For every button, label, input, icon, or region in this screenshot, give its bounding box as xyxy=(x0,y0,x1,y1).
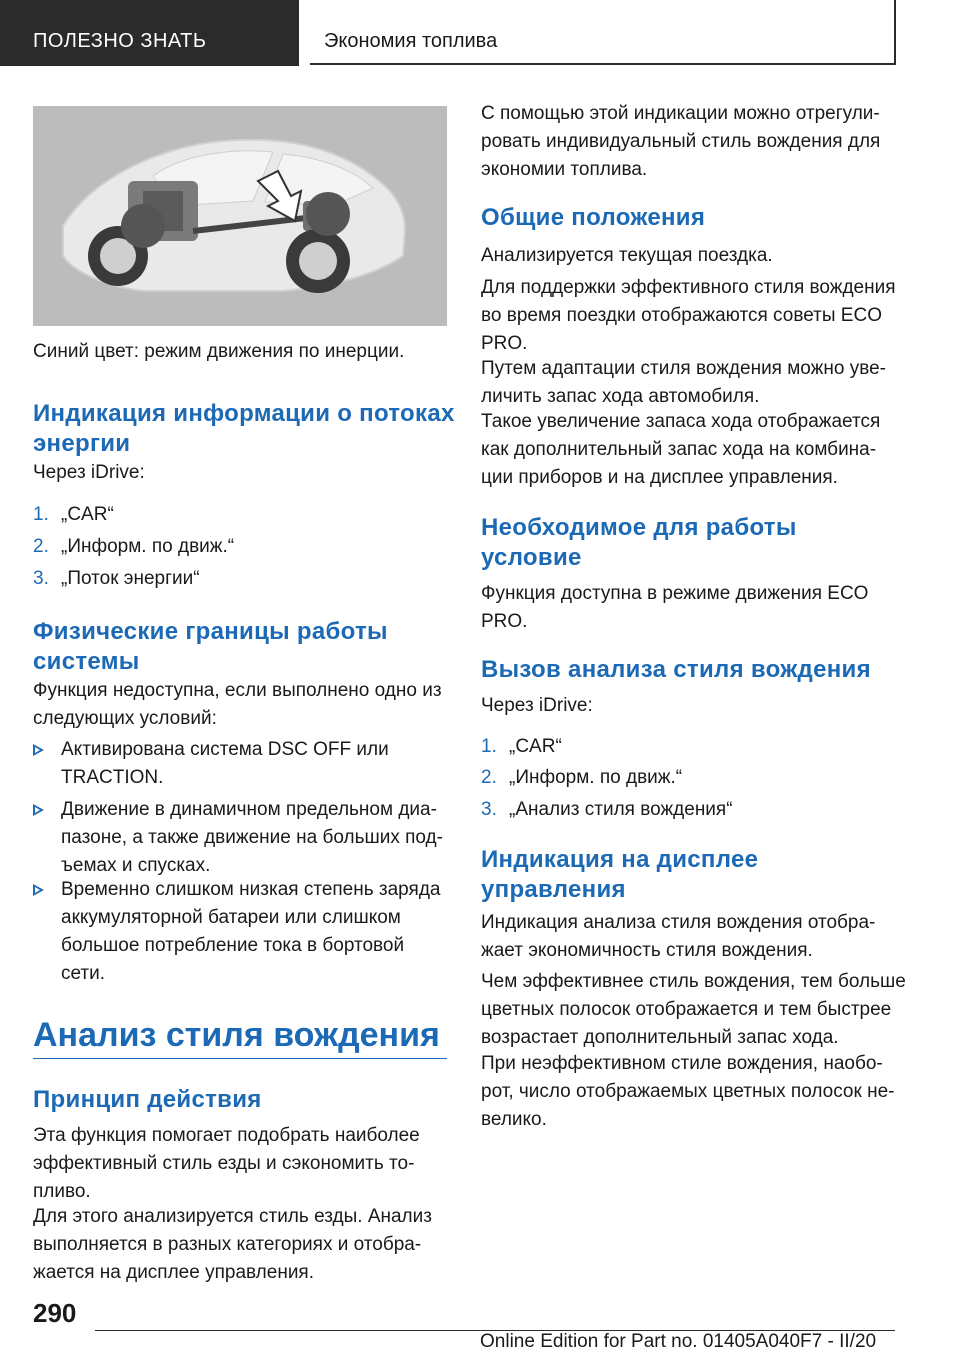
header-chapter-tab xyxy=(310,0,896,65)
bullet-line: большое потребление тока в бортовой xyxy=(61,935,405,956)
paragraph-line: Такое увеличение запаса хода отображается xyxy=(481,411,881,432)
limits-heading-line2: системы xyxy=(33,648,140,675)
page-number: 290 xyxy=(33,1298,77,1328)
energy-step-number: 2. xyxy=(33,536,49,557)
energy-step-text: „Информ. по движ.“ xyxy=(61,536,235,557)
energy-flow-heading xyxy=(33,399,455,459)
bullet-line: Движение в динамичном предельном диа- xyxy=(61,799,437,820)
energy-flow-intro: Через iDrive: xyxy=(33,462,145,483)
energy-flow-heading-line1: Индикация информации о потоках xyxy=(33,400,455,427)
paragraph-line: ровать индивидуальный стиль вождения для xyxy=(481,131,881,152)
bullet-line: ъемах и спусках. xyxy=(61,855,211,876)
paragraph-line: С помощью этой индикации можно отрегули- xyxy=(481,103,880,124)
right-top-paragraph xyxy=(481,100,880,184)
limits-heading xyxy=(33,617,388,677)
principle-paragraph-1 xyxy=(33,1122,420,1206)
call-step-number: 2. xyxy=(481,767,497,788)
display-p1 xyxy=(481,909,875,965)
energy-step-number: 1. xyxy=(33,504,49,525)
header-section-label: ПОЛЕЗНО ЗНАТЬ xyxy=(33,30,207,52)
display-p3 xyxy=(481,1050,894,1134)
limits-intro-line: следующих условий: xyxy=(33,708,217,729)
paragraph-line: Для поддержки эффективного стиля вождения xyxy=(481,277,896,298)
condition-heading xyxy=(481,513,797,573)
paragraph-line: во время поездки отображаются советы ECO xyxy=(481,305,882,326)
paragraph-line: эффективный стиль езды и сэкономить то- xyxy=(33,1153,415,1174)
condition-text xyxy=(481,580,868,636)
energy-step-text: „CAR“ xyxy=(61,504,114,525)
condition-heading-line1: Необходимое для работы xyxy=(481,514,797,541)
style-analysis-title: Анализ стиля вождения xyxy=(33,1016,440,1054)
footer-edition: Online Edition for Part no. 01405A040F7 - II/20 xyxy=(480,1331,877,1352)
car-illustration-svg xyxy=(33,106,447,326)
title-underline xyxy=(33,1058,447,1059)
paragraph-line: PRO. xyxy=(481,333,528,354)
call-heading: Вызов анализа стиля вождения xyxy=(481,656,871,683)
bullet-line: пазоне, а также движение на больших под- xyxy=(61,827,443,848)
paragraph-line: При неэффективном стиле вождения, наобо- xyxy=(481,1053,883,1074)
paragraph-line: возрастает дополнительный запас хода. xyxy=(481,1027,839,1048)
energy-step-number: 3. xyxy=(33,568,49,589)
figure-caption: Синий цвет: режим движения по инерции. xyxy=(33,341,405,362)
call-step-text: „Информ. по движ.“ xyxy=(509,767,683,788)
call-step-text: „Анализ стиля вождения“ xyxy=(509,799,733,820)
display-heading-line2: управления xyxy=(481,876,626,903)
bullet-line: сети. xyxy=(61,963,106,984)
car-energy-flow-illustration xyxy=(33,106,447,326)
energy-flow-heading-line2: энергии xyxy=(33,430,131,457)
paragraph-line: Эта функция помогает подобрать наиболее xyxy=(33,1125,420,1146)
general-p3 xyxy=(481,355,886,411)
call-step-text: „CAR“ xyxy=(509,736,562,757)
principle-heading: Принцип действия xyxy=(33,1086,262,1113)
display-p2 xyxy=(481,968,906,1052)
bullet-triangle-icon xyxy=(33,744,44,756)
bullet-line: Активирована система DSC OFF или xyxy=(61,739,389,760)
paragraph-line: пливо. xyxy=(33,1181,91,1202)
paragraph-line: ции приборов и на дисплее управления. xyxy=(481,467,838,488)
energy-step-text: „Поток энергии“ xyxy=(61,568,200,589)
paragraph-line: жается на дисплее управления. xyxy=(33,1262,315,1283)
header-chapter-label: Экономия топлива xyxy=(324,30,498,52)
limits-heading-line1: Физические границы работы xyxy=(33,618,388,645)
limits-bullet-item xyxy=(61,736,389,792)
paragraph-line: рот, число отображаемых цветных полосок не- xyxy=(481,1081,895,1102)
bullet-line: Временно слишком низкая степень заряда xyxy=(61,879,441,900)
general-heading: Общие положения xyxy=(481,204,706,231)
bullet-triangle-icon xyxy=(33,884,44,896)
paragraph-line: Путем адаптации стиля вождения можно уве- xyxy=(481,358,886,379)
general-p2 xyxy=(481,274,896,358)
paragraph-line: Функция доступна в режиме движения ECO xyxy=(481,583,869,604)
paragraph-line: Чем эффективнее стиль вождения, тем больше xyxy=(481,971,906,992)
paragraph-line: цветных полосок отображается и тем быстрее xyxy=(481,999,892,1020)
paragraph-line: выполняется в разных категориях и отобра- xyxy=(33,1234,422,1255)
call-intro: Через iDrive: xyxy=(481,695,593,716)
paragraph-line: Для этого анализируется стиль езды. Анализ xyxy=(33,1206,432,1227)
paragraph-line: Индикация анализа стиля вождения отобра- xyxy=(481,912,876,933)
bullet-triangle-icon xyxy=(33,804,44,816)
limits-intro xyxy=(33,677,442,733)
paragraph-line: личить запас хода автомобиля. xyxy=(481,386,760,407)
limits-bullet-item xyxy=(61,876,440,988)
principle-paragraph-2 xyxy=(33,1203,432,1287)
bullet-line: аккумуляторной батареи или слишком xyxy=(61,907,401,928)
paragraph-line: велико. xyxy=(481,1109,547,1130)
limits-bullet-item xyxy=(61,796,443,880)
paragraph-line: экономии топлива. xyxy=(481,159,648,180)
paragraph-line: PRO. xyxy=(481,611,528,632)
paragraph-line: жает экономичность стиля вождения. xyxy=(481,940,813,961)
display-heading-line1: Индикация на дисплее xyxy=(481,846,759,873)
general-p4 xyxy=(481,408,880,492)
bullet-line: TRACTION. xyxy=(61,767,164,788)
general-p1: Анализируется текущая поездка. xyxy=(481,245,773,266)
header-section-tab xyxy=(0,0,299,66)
paragraph-line: как дополнительный запас хода на комбина- xyxy=(481,439,877,460)
call-step-number: 3. xyxy=(481,799,497,820)
limits-intro-line: Функция недоступна, если выполнено одно из xyxy=(33,680,442,701)
call-step-number: 1. xyxy=(481,736,497,757)
condition-heading-line2: условие xyxy=(481,544,582,571)
display-heading xyxy=(481,845,758,905)
